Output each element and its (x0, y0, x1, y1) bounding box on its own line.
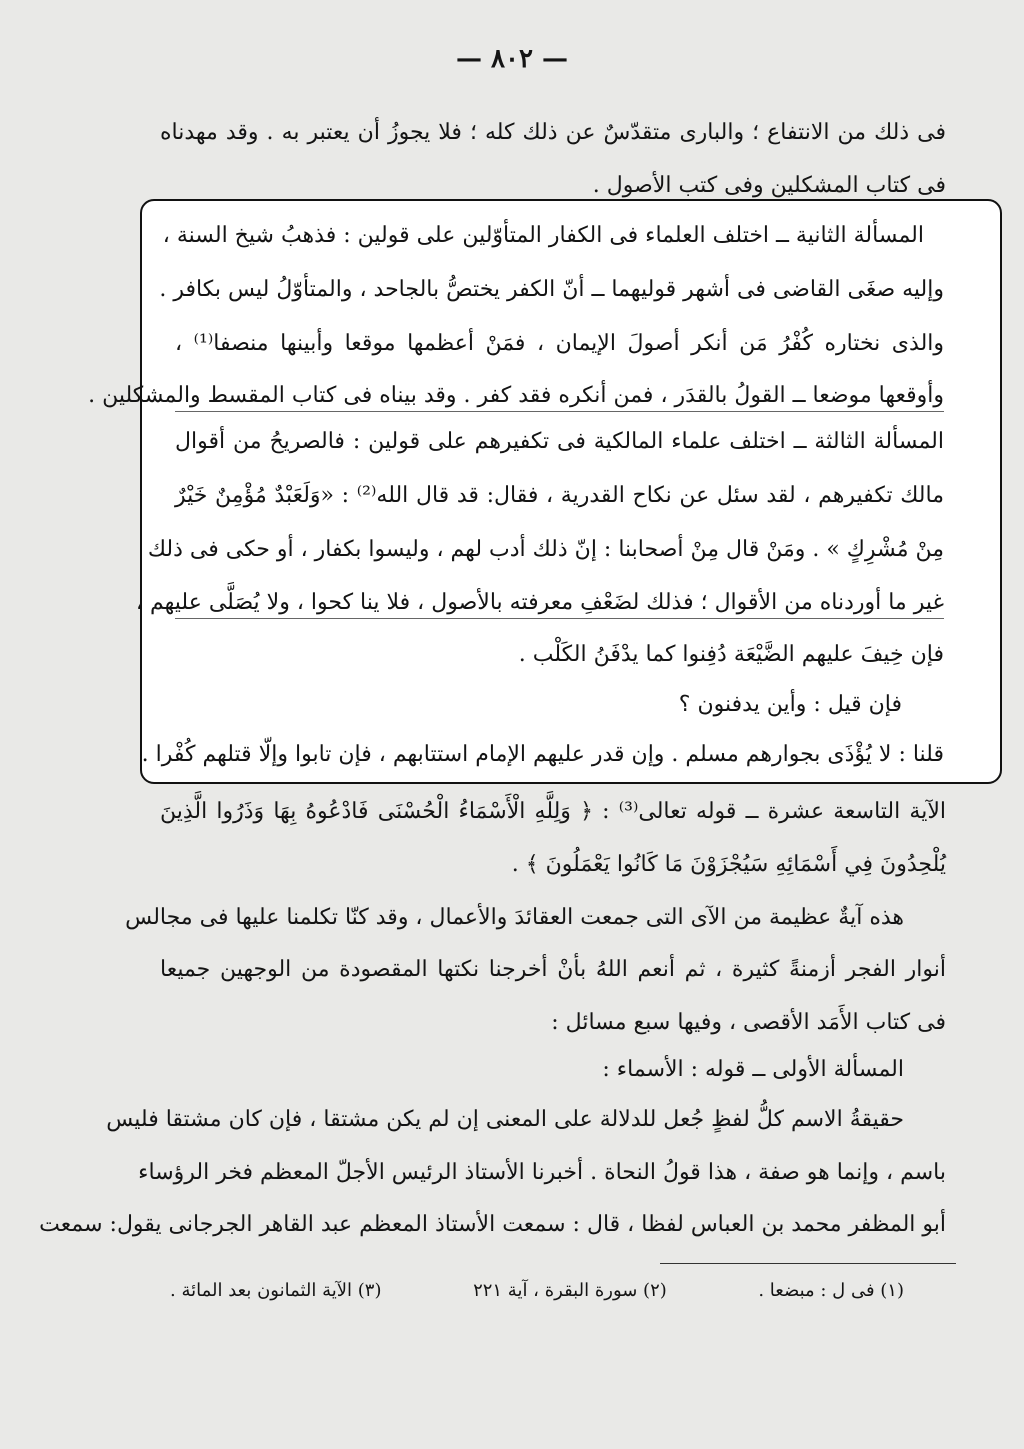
boxed-line-4: وأوقعها موضعا ــ القولُ بالقدَر ، فمن أنكره فقد كفر . وقد بيناه فى كتاب المقسط والمشكلين . (175, 381, 944, 412)
body-line-6: أبو المظفر محمد بن العباس لفظا ، قال : سمعت الأستاذ المعظم عبد القاهر الجرجانى يقول: سمعت (39, 1212, 946, 1237)
section-heading: المسألة الأولى ــ قوله : الأسماء : (602, 1057, 904, 1082)
boxed-line-2: وإليه صغَى القاضى فى أشهر قوليهما ــ أنّ الكفر يختصُّ بالجاحد ، والمتأوّلُ ليس بكافر . (159, 277, 944, 302)
verse-line-1: الآية التاسعة عشرة ــ قوله تعالى⁽³⁾ : ﴿ وَلِلَّهِ الْأَسْمَاءُ الْحُسْنَى فَادْعُوهُ بِهَا وَذَرُوا الَّذِينَ (160, 799, 946, 824)
footnote-1: (١) فى ل : مبضعا . (758, 1280, 904, 1301)
boxed-line-7: مِنْ مُشْرِكٍ » . ومَنْ قال مِنْ أصحابنا : إنّ ذلك أدب لهم ، وليسوا بكفار ، أو حكى فى ذلك (147, 537, 944, 562)
footnote-3: (٣) الآية الثمانون بعد المائة . (170, 1280, 382, 1301)
boxed-line-5: المسألة الثالثة ــ اختلف علماء المالكية فى تكفيرهم على قولين : فالصريحُ من أقوال (175, 429, 944, 454)
boxed-line-6: مالك تكفيرهم ، لقد سئل عن نكاح القدرية ، فقال: قد قال الله⁽²⁾ : «وَلَعَبْدٌ مُؤْمِنٌ خَيْرٌ (175, 483, 944, 508)
page-number: — ٨٠٢ — (455, 44, 569, 74)
intro-line-2: فى كتاب المشكلين وفى كتب الأصول . (592, 173, 946, 198)
body-line-4: حقيقةُ الاسم كلُّ لفظٍ جُعل للدلالة على المعنى إن لم يكن مشتقا ، فإن كان مشتقا فليس (106, 1107, 904, 1132)
body-line-5: باسم ، وإنما هو صفة ، هذا قولُ النحاة . أخبرنا الأستاذ الرئيس الأجلّ المعظم فخر الرؤساء (138, 1160, 946, 1185)
boxed-line-10: فإن قيل : وأين يدفنون ؟ (678, 692, 902, 717)
boxed-line-1: المسألة الثانية ــ اختلف العلماء فى الكفار المتأوّلين على قولين : فذهبُ شيخ السنة ، (162, 223, 924, 248)
boxed-line-8: غير ما أوردناه من الأقوال ؛ فذلك لضَعْفِ معرفته بالأصول ، فلا ينا كحوا ، ولا يُصَلَّى عليهم ، (175, 588, 944, 619)
footnotes (170, 1278, 904, 1304)
boxed-line-3: والذى نختاره كُفْرُ مَن أنكر أصولَ الإيمان ، فمَنْ أعظمها موقعا وأبينها منصفا⁽¹⁾ ، (175, 331, 945, 356)
body-line-3: فى كتاب الأَمَد الأقصى ، وفيها سبع مسائل : (551, 1010, 946, 1035)
footnote-divider (660, 1263, 956, 1264)
body-line-1: هذه آيةٌ عظيمة من الآى التى جمعت العقائدَ والأعمال ، وقد كنّا تكلمنا عليها فى مجالس (125, 905, 904, 930)
intro-line-1: فى ذلك من الانتفاع ؛ والبارى متقدّسٌ عن ذلك كله ؛ فلا يجوزُ أن يعتبر به . وقد مهدناه (160, 120, 946, 145)
footnote-2: (٢) سورة البقرة ، آية ٢٢١ (473, 1280, 667, 1301)
body-line-2: أنوار الفجر أزمنةً كثيرة ، ثم أنعم اللهُ بأنْ أخرجنا نكتها المقصودة من الوجهين جميعا (160, 957, 946, 982)
boxed-line-11: قلنا : لا يُؤْذَى بجوارهم مسلم . وإن قدر عليهم الإمام استتابهم ، فإن تابوا وإلّا قتلهم كُفْرا . (141, 742, 944, 767)
verse-line-2: يُلْحِدُونَ فِي أَسْمَائِهِ سَيُجْزَوْنَ مَا كَانُوا يَعْمَلُونَ ﴾ . (511, 852, 946, 877)
boxed-line-9: فإن خِيفَ عليهم الضَّيْعَة دُفِنوا كما يدْفَنُ الكَلْب . (518, 642, 944, 667)
